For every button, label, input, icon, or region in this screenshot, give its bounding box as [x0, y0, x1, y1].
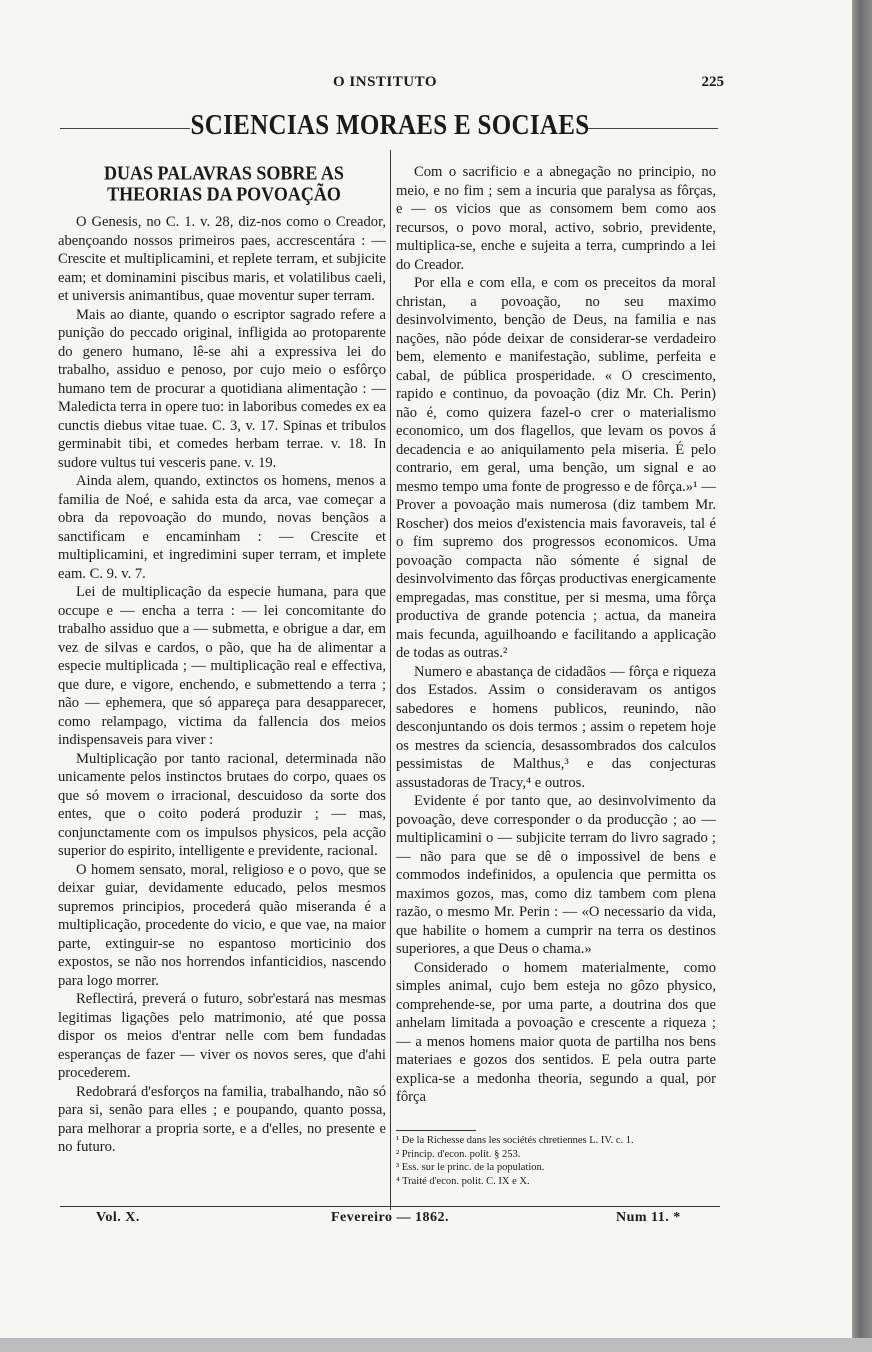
footnote: ² Princip. d'econ. polit. § 253.: [396, 1148, 521, 1160]
paragraph: Reflectirá, preverá o futuro, sobr'estará nas mesmas legitimas ligações pelo matrimonio, até que possa dispor os meios d'entrar nelle com bem fundadas esperanças de fazer — viver os novos seres, que d'ahi procederem.: [58, 991, 386, 1081]
footer-issue-number: Num 11. *: [616, 1210, 681, 1225]
paragraph: Por ella e com ella, e com os preceitos da moral christan, a povoação, no seu maximo desinvolvimento, benção de Deus, na familia e nas nações, não póde deixar de considerar-se verdadeiro bem, elemento e manifestação, sublime, perfeita e cabal, de pública prosperidade. « O crescimento, rapido e continuo, da povoação (diz Mr. Ch. Perin) não é, como quizera fazel-o crer o materialismo economico, um dos flagellos, que levam os povos á decadencia e ao aniquilamento pela miseria. É pelo contrario, em geral, uma benção, um signal e ao mesmo tempo uma fonte de progresso e de fôrça.»¹ — Prover a povoação mais numerosa (diz tambem Mr. Roscher) dos meios d'existencia mais favoraveis, tal é o fim supremo dos progressos economicos. Uma povoação compacta não sómente é signal de desinvolvimento das fôrças productivas energicamente empregadas, mas constitue, per si mesma, uma fôrça productiva de grande potencia ; actua, da maneira mais fecunda, aguilhoando e facilitando a applicação de todas as outras.²: [396, 275, 716, 661]
article-title: DUAS PALAVRAS SOBRE AS THEORIAS DA POVOAÇÃO: [104, 161, 344, 205]
paragraph: Numero e abastança de cidadãos — fôrça e riqueza dos Estados. Assim o consideravam os antigos sabedores e homens publicos, reunindo, não desconjuntando os dois termos ; assim o repetem hoje os mestres da sciencia, desassombrados dos calculos pessimistas de Malthus,³ e das conjecturas assustadoras de Tracy,⁴ e outros.: [396, 663, 716, 791]
paragraph: Evidente é por tanto que, ao desinvolvimento da povoação, deve corresponder o da producção ; ao — multiplicamini o — subjicite terram do livro sagrado ; — não para que se dê o impossivel de bens e commodos indefinidos, a opulencia que permitta os maximos gozos, mas, como diz tambem com plena razão, o mesmo Mr. Perin : — «O necessario da vida, que habilite o homem a cumprir na terra os destinos superiores, a que Deus o chama.»: [396, 793, 716, 957]
footnotes: [396, 1134, 716, 1188]
page-number: 225: [701, 74, 724, 90]
page-edge: [852, 0, 872, 1352]
right-column: [396, 163, 716, 1107]
footer-date: Fevereiro — 1862.: [330, 1210, 449, 1225]
paragraph: Multiplicação por tanto racional, determinada não unicamente pelos instinctos brutaes do corpo, quaes os que só movem o irracional, descuidoso da sorte dos entes, que o coito poderá produzir ; — mas, conjunctamente com os impulsos physicos, pela acção superior do espirito, intelligente e previdente, racional.: [58, 750, 386, 859]
column-divider: [390, 150, 391, 1210]
left-column: [58, 213, 386, 1157]
footer-volume: Vol. X.: [96, 1210, 140, 1225]
paragraph: Lei de multiplicação da especie humana, para que occupe e — encha a terra : — lei concomitante do trabalho assiduo que a — submetta, e obrigue a dar, em vez de silvas e cardos, o pão, que ha de alimentar a especie multiplicada ; — multiplicação real e effectiva, que dure, e vigore, enchendo, e submettendo a terra ; não — ephemera, que só appareça para desapparecer, como relampago, victima da fallencia dos meios indispensaveis para viver :: [58, 584, 386, 748]
footer-rule: [60, 1206, 720, 1207]
section-title: SCIENCIAS MORAES E SOCIAES: [190, 110, 590, 142]
paragraph: O homem sensato, moral, religioso e o povo, que se deixar guiar, devidamente educado, pelos mesmos supremos principios, procederá quão miseranda é a multiplicação, procedente do vicio, e que vae, na maior parte, extinguir-se no espantoso morticinio dos expostos, se não nos horrendos infanticidios, nascendo para logo morrer.: [58, 861, 386, 989]
footnote: ³ Ess. sur le princ. de la population.: [396, 1162, 545, 1173]
footnote: ⁴ Traité d'econ. polit. C. IX e X.: [396, 1175, 530, 1187]
paragraph: Ainda alem, quando, extinctos os homens, menos a familia de Noé, e sahida esta da arca, vae começar a obra da repovoação do mundo, novas bençãos a sanctificam e encaminham : — Crescite et multiplicamini, et ingredimini super terram, et implete eam. C. 9. v. 7.: [58, 473, 386, 582]
running-title: O INSTITUTO: [332, 74, 437, 90]
scan-margin: [0, 1338, 872, 1352]
header-rule-left: [60, 128, 190, 129]
paragraph: Redobrará d'esforços na familia, trabalhando, não só para si, senão para elles ; e poupando, quanto possa, para melhorar a propria sorte, e a d'elles, no presente e no futuro.: [58, 1083, 386, 1155]
header-rule-right: [588, 128, 718, 129]
paragraph: Mais ao diante, quando o escriptor sagrado refere a punição do peccado original, infligida ao protoparente do genero humano, lê-se ahi a expressiva lei do trabalho, assiduo e penoso, por cujo meio o esfôrço humano tem de procurar a quotidiana alimentação : — Maledicta terra in opere tuo: in laboribus comedes ex ea cunctis diebus vitae tuae. C. 3, v. 17. Spinas et tribulos germinabit tibi, et comedes herbam terrae. v. 18. In sudore vultus tui vesceris pane. v. 19.: [58, 306, 386, 471]
footnote: ¹ De la Richesse dans les sociétés chretiennes L. IV. c. 1.: [396, 1135, 634, 1146]
footnote-rule: [396, 1130, 476, 1131]
paragraph: Com o sacrificio e a abnegação no principio, no meio, e no fim ; sem a incuria que paralysa as fôrças, e — os vicios que as consomem bem como aos recursos, o povo moral, activo, sobrio, previdente, multiplica-se, enche e sujeita a terra, cumprindo a lei do Creador.: [396, 164, 716, 273]
paragraph: O Genesis, no C. 1. v. 28, diz-nos como o Creador, abençoando nossos primeiros paes, accrescentára : — Crescite et multiplicamini, et replete terram, et subjicite eam; et dominamini piscibus maris, et volatilibus caeli, et universis animantibus, quae moventur super terram.: [58, 214, 386, 304]
paragraph: Considerado o homem materialmente, como simples animal, cujo bem esteja no gôzo physico, comprehende-se, por uma parte, a doutrina dos que anhelam limitada a povoação e crescente a riqueza ; — a menos homens maior quota de partilha nos bens materiaes e gozos dos sentidos. E pela outra parte explica-se a medonha theoria, segundo a qual, por fôrça: [396, 959, 716, 1105]
